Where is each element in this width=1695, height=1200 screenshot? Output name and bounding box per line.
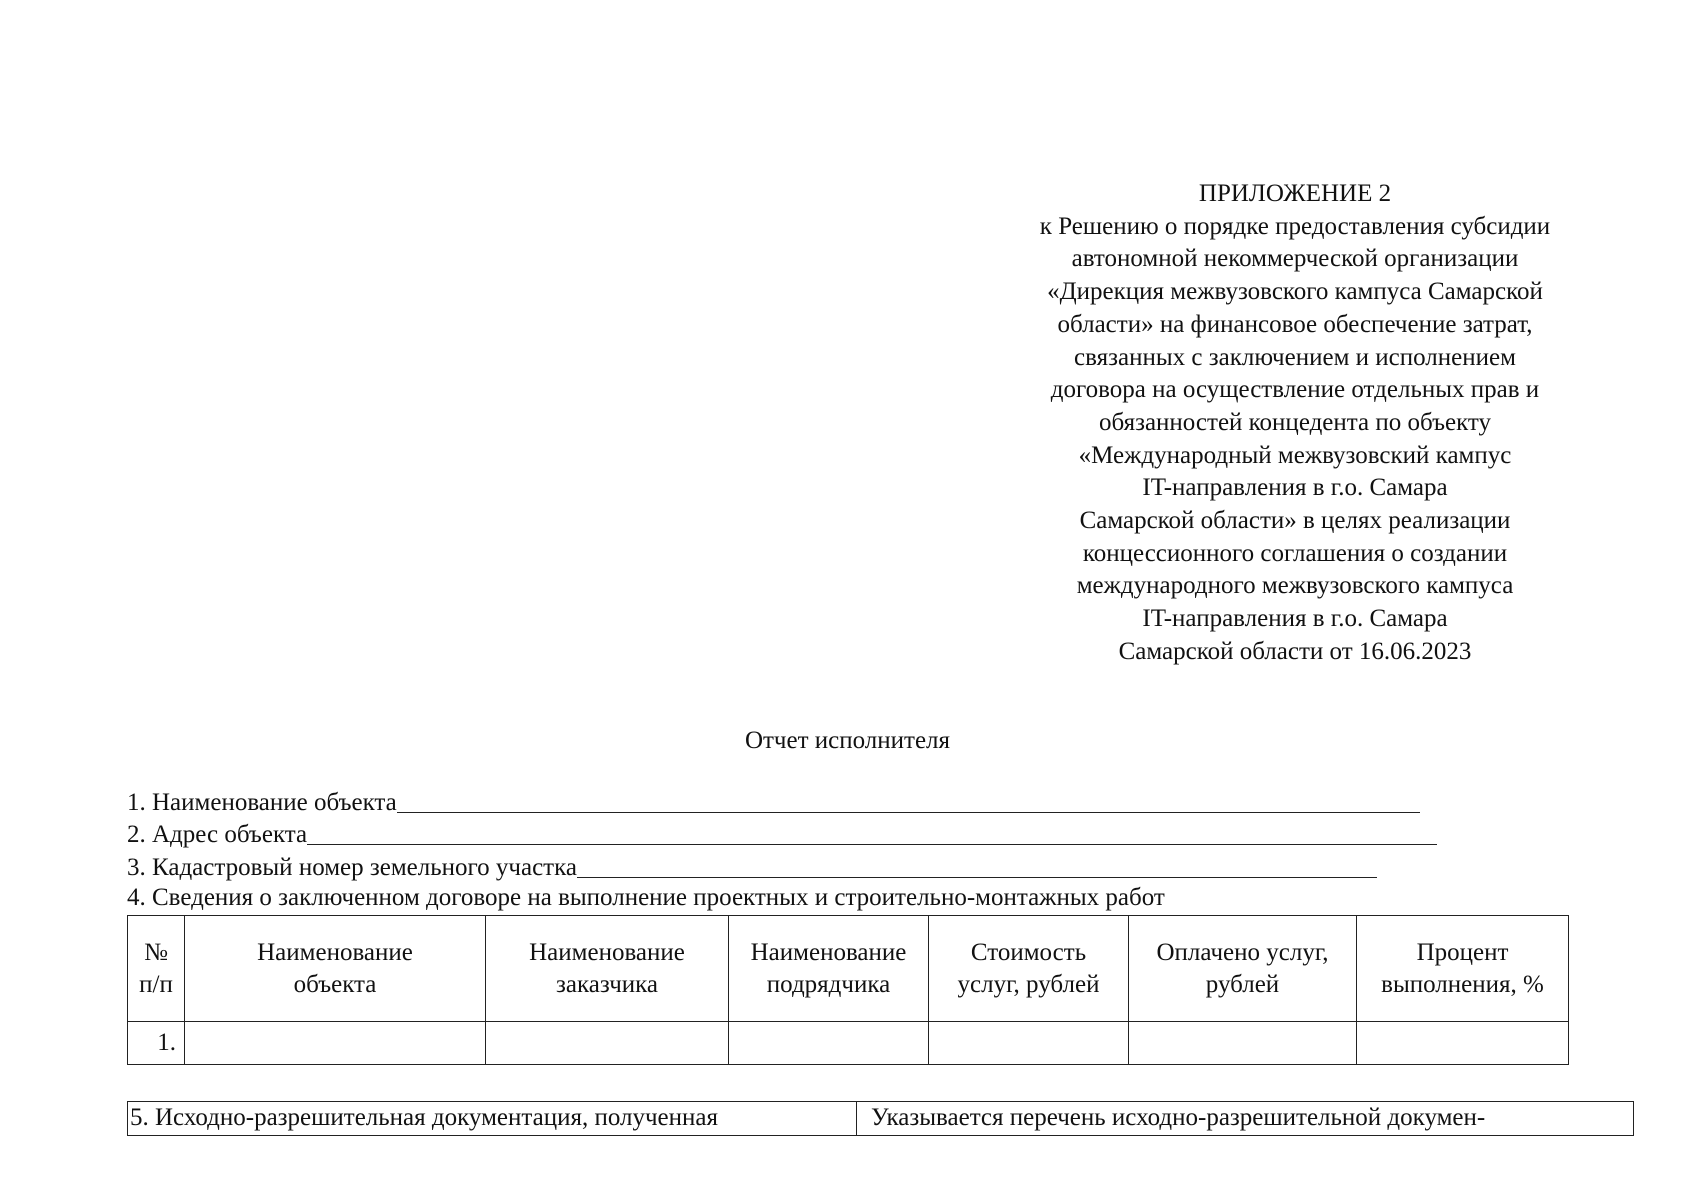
appendix-line: концессионного соглашения о создании <box>1082 539 1508 567</box>
header-text: рублей <box>1205 970 1280 998</box>
appendix-line: области» на финансовое обеспечение затрат, <box>1057 310 1533 338</box>
table-header-row <box>128 916 1569 1022</box>
appendix-line: к Решению о порядке предоставления субсидии <box>1039 212 1551 240</box>
header-text: Процент <box>1416 938 1509 966</box>
field-object-address <box>127 817 1557 850</box>
appendix-line: связанных с заключением и исполнением <box>1074 343 1516 371</box>
fill-line[interactable] <box>397 788 1420 813</box>
table-cell[interactable] <box>729 1022 929 1065</box>
fill-line[interactable] <box>577 853 1377 878</box>
field-label: 1. Наименование объекта <box>127 788 397 816</box>
appendix-header <box>995 178 1595 669</box>
appendix-line: ПРИЛОЖЕНИЕ 2 <box>1198 180 1392 207</box>
header-cell-customer <box>486 916 729 1022</box>
header-text: Оплачено услуг, <box>1156 938 1329 966</box>
appendix-line: Самарской области от 16.06.2023 <box>1118 637 1472 665</box>
section5-label: 5. Исходно-разрешительная документация, полученная <box>128 1102 857 1135</box>
header-cell-number <box>128 916 185 1022</box>
report-title: Отчет исполнителя <box>744 727 951 754</box>
header-text: выполнения, % <box>1381 970 1544 998</box>
table-cell[interactable] <box>185 1022 486 1065</box>
field-label: 3. Кадастровый номер земельного участка <box>127 853 577 881</box>
header-text: Наименование <box>257 938 413 966</box>
fill-line[interactable] <box>307 820 1437 845</box>
header-text: Наименование <box>750 938 907 966</box>
header-text: п/п <box>139 970 173 998</box>
appendix-line: договора на осуществление отдельных прав и <box>1050 376 1540 404</box>
contract-table <box>127 915 1569 1065</box>
header-cell-cost <box>929 916 1129 1022</box>
report-fields <box>127 784 1557 914</box>
appendix-line: международного межвузовского кампуса <box>1076 572 1514 600</box>
section5-table <box>127 1101 1634 1136</box>
appendix-line: автономной некоммерческой организации <box>1071 245 1519 273</box>
field-label: 2. Адрес объекта <box>127 821 308 848</box>
header-text: заказчика <box>555 970 659 998</box>
table-cell[interactable] <box>486 1022 729 1065</box>
field-object-name <box>127 784 1557 817</box>
header-text: Наименование <box>529 938 685 966</box>
table-cell[interactable] <box>1357 1022 1569 1065</box>
table-row <box>128 1022 1569 1065</box>
table-cell[interactable] <box>929 1022 1129 1065</box>
appendix-line: IT-направления в г.о. Самара <box>1142 474 1448 502</box>
section5-value: Указывается перечень исходно-разрешительной докумен- <box>871 1104 1486 1131</box>
header-cell-contractor <box>729 916 929 1022</box>
field-cadastral-number <box>127 849 1557 882</box>
header-text: № <box>144 938 168 966</box>
table-cell[interactable] <box>1129 1022 1357 1065</box>
appendix-line: «Международный межвузовский кампус <box>1078 441 1512 469</box>
table-cell: 1. <box>128 1022 185 1065</box>
header-cell-paid <box>1129 916 1357 1022</box>
header-text: услуг, рублей <box>957 970 1100 998</box>
appendix-line: IT-направления в г.о. Самара <box>1142 605 1448 633</box>
header-cell-percent <box>1357 916 1569 1022</box>
field-contract-info: 4. Сведения о заключенном договоре на выполнение проектных и строительно-монтажных работ <box>127 883 1165 911</box>
header-cell-object <box>185 916 486 1022</box>
appendix-line: Самарской области» в целях реализации <box>1079 507 1511 535</box>
header-text: подрядчика <box>766 970 891 998</box>
appendix-line: обязанностей концедента по объекту <box>1098 408 1492 436</box>
header-text: Стоимость <box>970 938 1087 966</box>
header-text: объекта <box>293 970 377 998</box>
appendix-line: «Дирекция межвузовского кампуса Самарской <box>1047 278 1543 306</box>
